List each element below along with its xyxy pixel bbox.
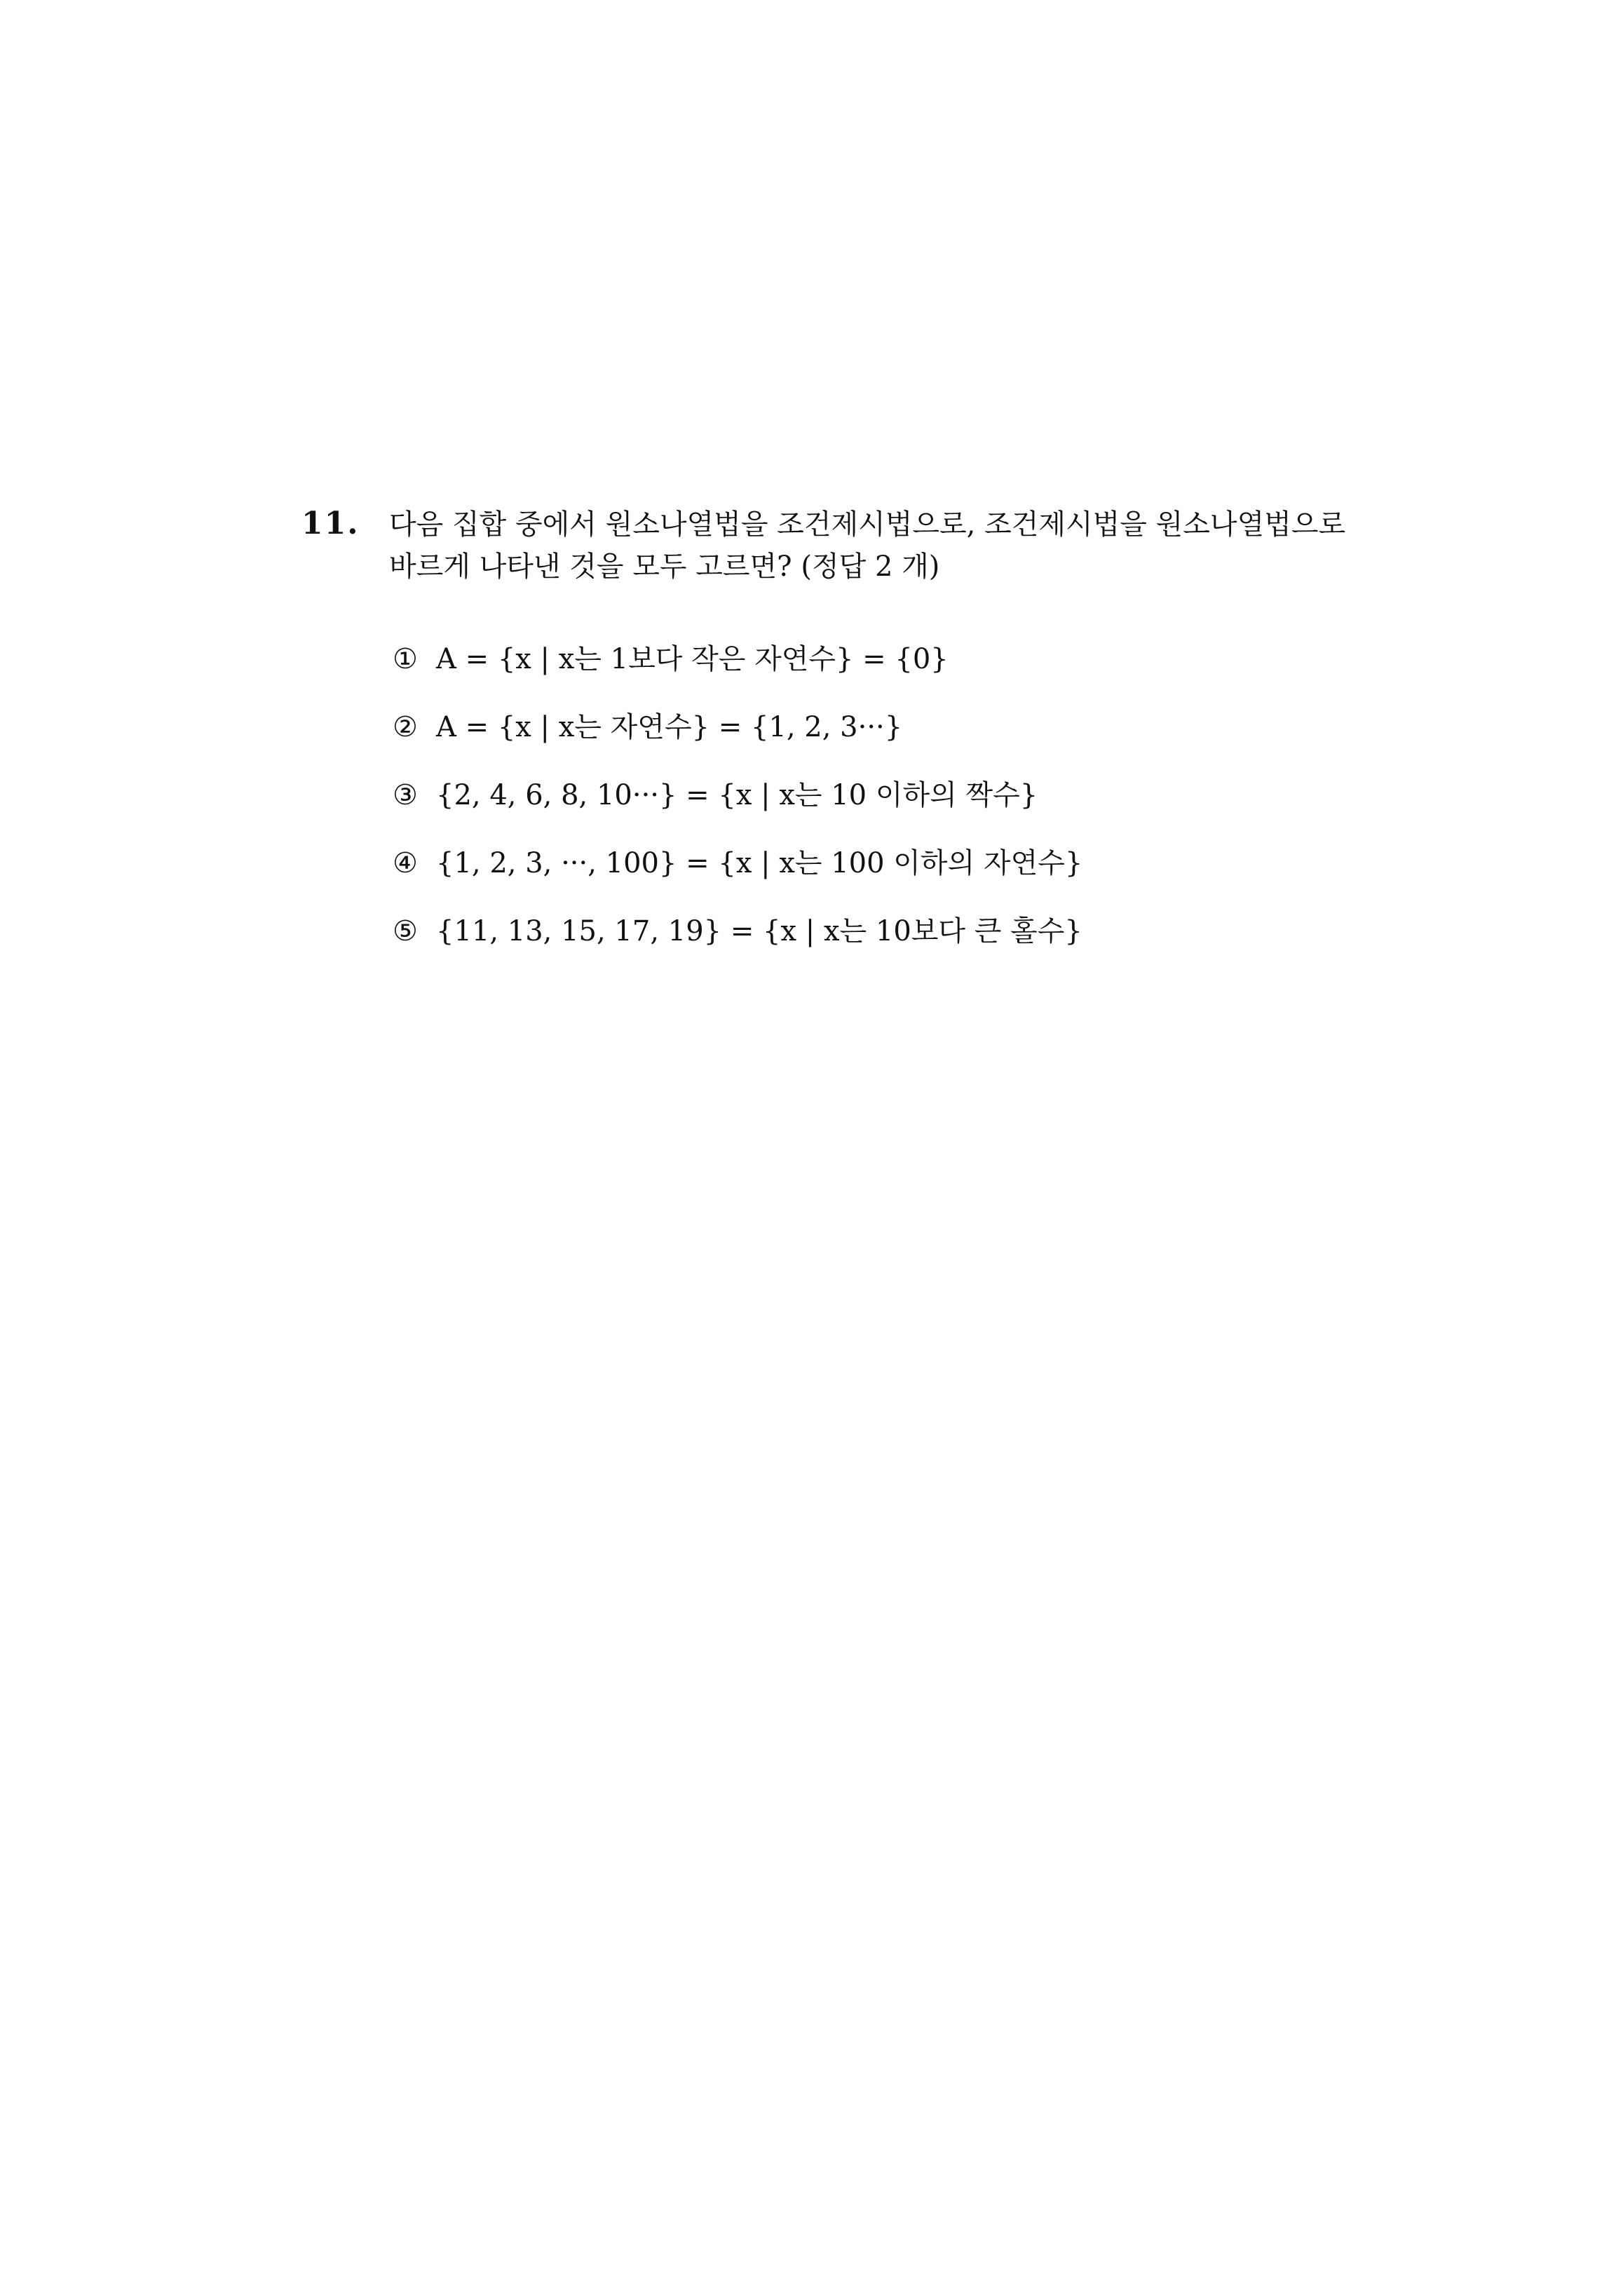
choice-4[interactable] (393, 842, 1082, 884)
choice-1[interactable] (393, 638, 949, 680)
question-prompt-line-1: 다음 집합 중에서 원소나열법을 조건제시법으로, 조건제시법을 원소나열법으로 (389, 508, 1346, 541)
choice-1-text: A = {x | x는 1보다 작은 자연수} = {0} (436, 643, 949, 675)
choice-4-text: {1, 2, 3, ···, 100} = {x | x는 100 이하의 자연수} (436, 847, 1083, 879)
question-number: 11. (301, 506, 360, 541)
choice-2-marker: ② (393, 711, 418, 743)
choice-2-text: A = {x | x는 자연수} = {1, 2, 3···} (436, 711, 903, 743)
choice-3-marker: ③ (393, 779, 418, 811)
choice-5-marker: ⑤ (393, 915, 418, 947)
choice-3-text: {2, 4, 6, 8, 10···} = {x | x는 10 이하의 짝수} (436, 779, 1038, 811)
choice-4-marker: ④ (393, 847, 418, 879)
choice-3[interactable] (393, 774, 1038, 816)
choice-5-text: {11, 13, 15, 17, 19} = {x | x는 10보다 큰 홀수} (436, 915, 1082, 947)
question-prompt-line-2: 바르게 나타낸 것을 모두 고르면? (정답 2 개) (389, 551, 940, 583)
choice-1-marker: ① (393, 643, 418, 675)
choice-5[interactable] (393, 910, 1082, 952)
choice-2[interactable] (393, 706, 902, 748)
question-prompt (389, 504, 1371, 588)
